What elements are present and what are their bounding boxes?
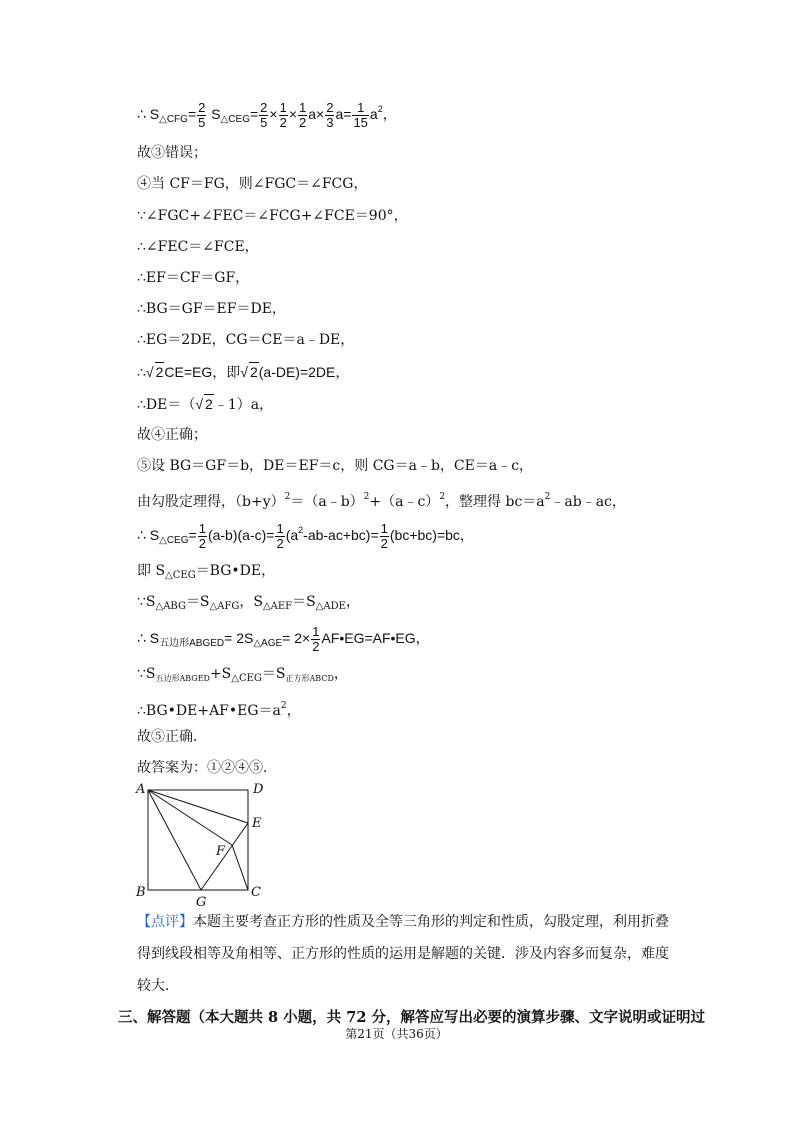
comment-text: 本题主要考查正方形的性质及全等三角形的判定和性质，勾股定理，利用折叠得到线段相等及角相等、正方形的性质的运用是解题的关键．涉及内容多而复杂，难度较大． [137,914,669,994]
line-21: 故答案为：①②④⑤． [137,760,277,776]
text: ∴ S [137,106,160,122]
label-b: B [136,885,146,900]
line-3: ④当 CF＝FG，则∠FGC＝∠FCG， [137,176,368,192]
fraction: $\frac{1}{2}$ [279,99,287,130]
line-9: ∴√ 2CE=EG，即√ 2(a-DE)=2DE， [137,364,350,381]
line-2: 故③错误； [137,145,207,161]
fraction: $\frac{1}{2}$ [380,520,388,551]
superscript: 2 [377,104,383,114]
text: a [308,106,317,122]
line-10: ∴DE＝（√ 2﹣1）a， [137,396,274,413]
fraction: $\frac{2}{5}$ [260,99,268,130]
fraction: $\frac{1}{2}$ [312,624,320,654]
text: ， [382,106,397,122]
line-19: $\therefore BG•DE+AF•EG=a^2$， [137,701,301,719]
sqrt: 2 [205,396,213,412]
label-d: D [253,782,264,797]
text: × [269,106,278,122]
equation-line-14: ∴ $S_{\triangle CEG}=$ $\frac{1}{2}$ (a-b)(a-c)= $\frac{1}{2}$ $(a^2-ab-ac+bc)=$ $\frac{1}{2}$ (bc+bc)=bc， [137,520,474,551]
fraction: $\frac{2}{5}$ [198,99,206,130]
square-abcd [148,790,248,890]
line-18: $\because S_{五边形ABGED}+S_{\triangle CEG}=S_{正方形ABCD}$， [137,666,348,684]
square-figure [130,780,280,910]
sqrt: 2 [249,364,258,380]
fraction: $\frac{1}{2}$ [276,520,284,551]
subscript: △CEG [220,114,250,125]
text: a [369,106,378,122]
page-footer: 第21页（共36页） [345,1027,448,1041]
segment-af [148,790,232,845]
fraction: $\frac{1}{2}$ [299,99,307,130]
text: × [316,106,325,122]
line-8: ∴EG＝2DE，CG＝CE＝a﹣DE， [137,332,355,348]
label-c: C [251,885,261,900]
line-5: ∴∠FEC＝∠FCE， [137,239,259,255]
text: a [335,106,344,122]
text: S [207,106,221,122]
equation-line-1 [137,100,397,130]
line-20: 故⑤正确． [137,729,207,745]
text: × [288,106,298,122]
label-f: F [216,844,226,859]
text: = [187,106,197,122]
label-e: E [252,816,262,831]
comment-tag: 【点评】 [137,914,193,930]
line-13: 由勾股定理得，$(b+y)^2=(a﹣b)^2+(a﹣c)^2$，整理得 $bc=a^2﹣ab﹣ac$， [137,492,626,510]
text: = [343,106,352,122]
line-4: ∵∠FGC+∠FEC＝∠FCG+∠FCE＝90°， [137,208,408,224]
fraction: $\frac{2}{3}$ [326,99,334,130]
label-g: G [196,895,207,910]
line-16: $\because S_{\triangle ABG}=S_{\triangle AFG}$，$S_{\triangle AEF}=S_{\triangle ADE}$， [137,594,360,612]
segment-fc [232,845,248,890]
fraction: $\frac{1}{2}$ [198,520,206,551]
subscript: △CFG [159,114,188,125]
fraction: $\frac{1}{15}$ [353,99,368,130]
text: = [249,106,259,122]
line-6: ∴EF＝CF＝GF， [137,270,250,286]
line-12: ⑤设 BG＝GF＝b，DE＝EF＝c，则 CG＝a﹣b，CE＝a﹣c， [137,458,534,474]
comment-paragraph [137,906,677,1002]
line-15: 即 $S_{\triangle CEG}=BG•DE$， [137,563,276,581]
section-heading: 三、解答题（本大题共 8 小题，共 72 分，解答应写出必要的演算步骤、文字说明或证明过 [118,1009,705,1026]
sqrt: 2 [155,364,164,380]
equation-line-17: ∴ $S_{五边形ABGED}= 2S_{\triangle AGE}= 2\times$ $\frac{1}{2}$ AF•EG=AF•EG， [137,624,430,654]
line-7: ∴BG＝GF＝EF＝DE， [137,301,286,317]
label-a: A [136,782,146,797]
line-11: 故④正确； [137,427,207,443]
